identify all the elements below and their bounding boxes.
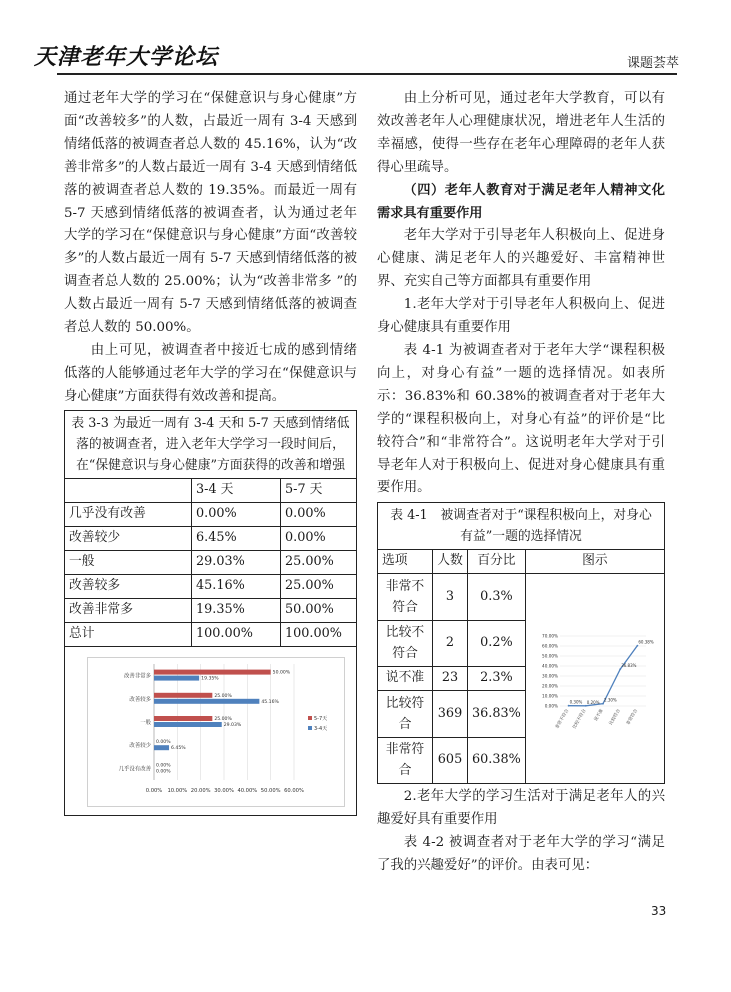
y-tick-label: 0.00% [544, 703, 558, 709]
data-label: 0.20% [586, 700, 600, 706]
category-label: 比较不符合 [572, 708, 588, 731]
line-chart-cell [525, 574, 664, 784]
category-label: 改善非常多 [124, 673, 151, 680]
x-tick-label: 10.00% [167, 787, 188, 794]
table-cell: 6.45% [192, 526, 281, 550]
table-cell: 19.35% [192, 598, 281, 622]
table-row [65, 550, 357, 574]
data-point [602, 703, 604, 705]
table-cell: 100.00% [192, 622, 281, 646]
data-label: 45.16% [261, 699, 279, 705]
table-cell: 0.00% [192, 502, 281, 526]
table-header-cell: 人数 [433, 550, 468, 574]
y-tick-label: 30.00% [541, 673, 558, 679]
section-heading-4: （四）老年人教育对于满足老年人精神文化需求具有重要作用 [377, 182, 665, 221]
table-cell: 0.00% [281, 526, 357, 550]
table-3-3-caption: 表 3-3 为最近一周有 3-4 天和 5-7 天感到情绪低落的被调查者，进入老年大学学习一段时间后，在“保健意识与身心健康”方面获得的改善和增强 [65, 410, 357, 478]
bar [154, 745, 169, 750]
x-tick-label: 40.00% [237, 787, 258, 794]
x-tick-label: 20.00% [190, 787, 211, 794]
category-label: 改善较多 [129, 696, 151, 703]
x-tick-label: 60.00% [284, 787, 304, 794]
bar-chart-frame [87, 657, 345, 807]
data-point [636, 645, 638, 647]
table-header-cell: 选项 [378, 550, 433, 574]
table-3-3-header [65, 478, 357, 502]
legend-swatch [308, 716, 312, 720]
table-cell: 2.3% [468, 667, 526, 691]
table-cell: 改善较少 [65, 526, 192, 550]
data-label: 25.00% [214, 693, 232, 699]
x-tick-label: 0.00% [145, 787, 163, 794]
table-cell: 几乎没有改善 [65, 502, 192, 526]
table-cell: 非常不符合 [378, 574, 433, 620]
table-cell: 605 [433, 737, 468, 783]
right-paragraph-6: 表 4-2 被调查者对于老年大学的学习“满足了我的兴趣爱好”的评价。由表可见： [377, 835, 665, 873]
table-header-cell: 百分比 [468, 550, 526, 574]
table-cell: 25.00% [281, 574, 357, 598]
table-4-1-header [378, 550, 665, 574]
category-label: 非常符合 [625, 708, 639, 727]
table-cell: 369 [433, 691, 468, 737]
data-label: 2.30% [603, 698, 617, 704]
data-label: 6.45% [171, 745, 186, 751]
data-label: 0.30% [569, 700, 583, 706]
legend-swatch [308, 726, 312, 730]
table-row [65, 598, 357, 622]
table-cell: 23 [433, 667, 468, 691]
table-header-cell [65, 478, 192, 502]
bar [154, 692, 212, 697]
legend-label: 3-4天 [314, 725, 328, 732]
table-cell: 说不准 [378, 667, 433, 691]
table-row [378, 574, 665, 620]
data-label: 29.03% [223, 722, 242, 728]
header-rule [57, 73, 677, 75]
data-label: 25.00% [214, 716, 232, 722]
bar [154, 669, 271, 674]
bar [154, 675, 199, 680]
table-cell: 25.00% [281, 550, 357, 574]
x-tick-label: 50.00% [260, 787, 281, 794]
left-paragraph-2: 由上可见，被调查者中接近七成的感到情绪低落的人能够通过老年大学的学习在“保健意识与身心健康”方面获得有效改善和提高。 [64, 342, 357, 404]
page-number: 33 [651, 904, 667, 918]
data-point [567, 705, 569, 707]
bar [154, 698, 259, 703]
y-tick-label: 70.00% [541, 633, 558, 639]
table-cell: 0.2% [468, 620, 526, 666]
bar [154, 722, 222, 727]
table-cell: 改善非常多 [65, 598, 192, 622]
section-title: 课题荟萃 [626, 56, 679, 71]
table-cell: 一般 [65, 550, 192, 574]
category-label: 比较符合 [608, 708, 622, 727]
bar [154, 716, 212, 721]
table-header-cell: 3-4 天 [192, 478, 281, 502]
right-column [377, 88, 665, 878]
data-label: 19.35% [201, 676, 219, 682]
table-cell: 改善较多 [65, 574, 192, 598]
table-header-cell: 5-7 天 [281, 478, 357, 502]
table-row [65, 574, 357, 598]
table-cell: 0.00% [281, 502, 357, 526]
left-column [64, 88, 357, 816]
bar-chart-box [64, 647, 357, 816]
table-header-cell: 图示 [525, 550, 664, 574]
table-cell: 45.16% [192, 574, 281, 598]
table-cell: 非常符合 [378, 737, 433, 783]
category-label: 说不准 [593, 708, 605, 723]
header-logo: 天津老年大学论坛 [34, 44, 219, 70]
right-paragraph-3: 1.老年大学对于引导老年人积极向上、促进身心健康具有重要作用 [377, 297, 665, 336]
table-cell: 50.00% [281, 598, 357, 622]
right-paragraph-2: 老年大学对于引导老年人积极向上、促进身心健康、满足老年人的兴趣爱好、丰富精神世界、充实自己等方面都具有重要作用 [377, 228, 665, 290]
table-cell: 比较不符合 [378, 620, 433, 666]
data-label: 0.00% [156, 763, 171, 769]
table-4-1-caption: 表 4-1 被调查者对于“课程积极向上，对身心有益”一题的选择情况 [378, 503, 665, 550]
right-paragraph-1: 由上分析可见，通过老年大学教育，可以有效改善老年人心理健康状况，增进老年人生活的幸福感，使得一些存在老年心理障碍的老年人获得心里疏导。 [377, 91, 665, 175]
data-label: 50.00% [272, 670, 291, 676]
data-label: 60.38% [638, 639, 654, 645]
right-paragraph-5: 2.老年大学的学习生活对于满足老年人的兴趣爱好具有重要作用 [377, 789, 665, 828]
bar-chart [88, 658, 344, 806]
series-line [568, 646, 637, 706]
y-tick-label: 10.00% [541, 693, 558, 699]
table-3-3 [64, 410, 357, 647]
category-label: 改善较少 [129, 742, 151, 749]
right-paragraph-4: 表 4-1 为被调查者对于老年大学“课程积极向上，对身心有益”一题的选择情况。如表所示：36.83%和 60.38%的被调查者对于老年大学的“课程积极向上，对身心有益”的评价是“比较符合”和“非常符合”。这说明老年大学对于引导老年人对于积极向上、促进对身心健康具有重要作用。 [377, 342, 665, 496]
data-point [585, 705, 587, 707]
y-tick-label: 60.00% [541, 643, 558, 649]
category-label: 一般 [140, 719, 151, 726]
table-row [65, 526, 357, 550]
data-label: 0.00% [156, 739, 171, 745]
data-label: 0.00% [156, 769, 171, 775]
y-tick-label: 50.00% [541, 653, 558, 659]
table-row [65, 622, 357, 646]
y-tick-label: 20.00% [541, 683, 558, 689]
category-label: 几乎没有改善 [118, 766, 151, 773]
legend-label: 5-7天 [314, 715, 328, 722]
table-cell: 比较符合 [378, 691, 433, 737]
category-label: 非常不符合 [554, 708, 571, 731]
table-4-1 [377, 502, 665, 784]
line-chart [526, 574, 652, 774]
y-tick-label: 40.00% [541, 663, 558, 669]
data-point [619, 669, 621, 671]
table-cell: 60.38% [468, 737, 526, 783]
table-cell: 2 [433, 620, 468, 666]
table-cell: 总计 [65, 622, 192, 646]
left-paragraph-1: 通过老年大学的学习在“保健意识与身心健康”方面“改善较多”的人数，占最近一周有 3-4 天感到情绪低落的被调查者总人数的 45.16%，认为“改善非常多”的人数占最近一周有 3-4 天感到情绪低落的被调查者总人数的 19.35%。而最近一周有 5-7 天感到情绪低落的被调查者，认为通过老年大学的学习在“保健意识与身心健康”方面“改善较多”的人数占最近一周有 5-7 天感到情绪低落的被调查者总人数的 25.00%；认为“改善非常多 ”的人数占最近一周有 5-7 天感到情绪低落的被调查者总人数的 50.00%。 [64, 91, 357, 336]
data-label: 36.83% [620, 663, 637, 669]
table-cell: 36.83% [468, 691, 526, 737]
x-tick-label: 30.00% [214, 787, 234, 794]
table-row [65, 502, 357, 526]
table-cell: 0.3% [468, 574, 526, 620]
table-cell: 3 [433, 574, 468, 620]
table-cell: 100.00% [281, 622, 357, 646]
table-cell: 29.03% [192, 550, 281, 574]
